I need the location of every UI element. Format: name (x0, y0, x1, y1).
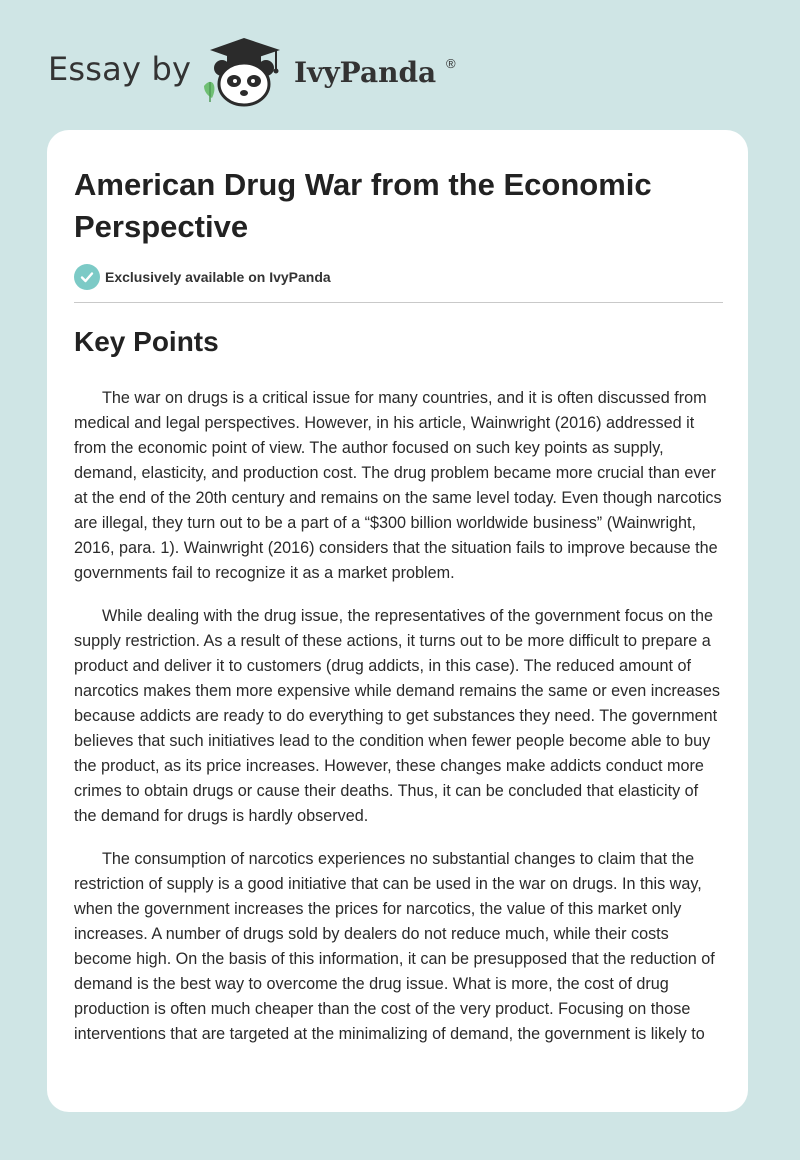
divider (74, 302, 723, 303)
paragraph: The consumption of narcotics experiences no substantial changes to claim that the restriction of supply is a good initiative that can be used in the war on drugs. In this way, when the government increases the prices for narcotics, the value of this market only increases. A number of drugs sold by dealers do not reduce much, while their costs become high. On the basis of this information, it can be presupposed that the reduction of demand is the best way to overcome the drug issue. What is more, the cost of drug production is often much cheaper than the cost of the very product. Focusing on those interventions that are targeted at the minimalizing of demand, the government is likely to (74, 850, 715, 1043)
exclusive-badge (74, 264, 331, 290)
essay-card (47, 130, 748, 1112)
section-title: Key Points (74, 326, 219, 357)
site-header (0, 0, 800, 125)
panda-logo-icon[interactable] (200, 36, 292, 108)
essay-body (74, 386, 724, 1065)
check-circle-icon (74, 264, 100, 290)
essay-by-label: Essay by (48, 50, 192, 88)
brand-name[interactable]: IvyPanda (294, 56, 437, 89)
paragraph: The war on drugs is a critical issue for many countries, and it is often discussed from medical and legal perspectives. However, in his article, Wainwright (2016) addressed it from the economic point of view. The author focused on such key points as supply, demand, elasticity, and production cost. The drug problem became more crucial than ever at the end of the 20th century and remains on the same level today. Even though narcotics are illegal, they turn out to be a part of a “$300 billion worldwide business” (Wainwright, 2016, para. 1). Wainwright (2016) considers that the situation fails to improve because the governments fail to recognize it as a market problem. (74, 389, 722, 582)
page-title: American Drug War from the Economic Perspective (74, 167, 652, 244)
exclusive-badge-label: Exclusively available on IvyPanda (105, 269, 331, 285)
paragraph: While dealing with the drug issue, the representatives of the government focus on the supply restriction. As a result of these actions, it turns out to be more difficult to prepare a product and deliver it to customers (drug addicts, in this case). The reduced amount of narcotics makes them more expensive while demand remains the same or even increases because addicts are ready to do everything to get substances they need. The government believes that such initiatives lead to the condition when fewer people become able to buy the product, as its price increases. However, these changes make addicts conduct more crimes to obtain drugs or cause their deaths. Thus, it can be concluded that elasticity of the demand for drugs is hardly observed. (74, 607, 720, 825)
registered-mark: ® (446, 56, 456, 71)
